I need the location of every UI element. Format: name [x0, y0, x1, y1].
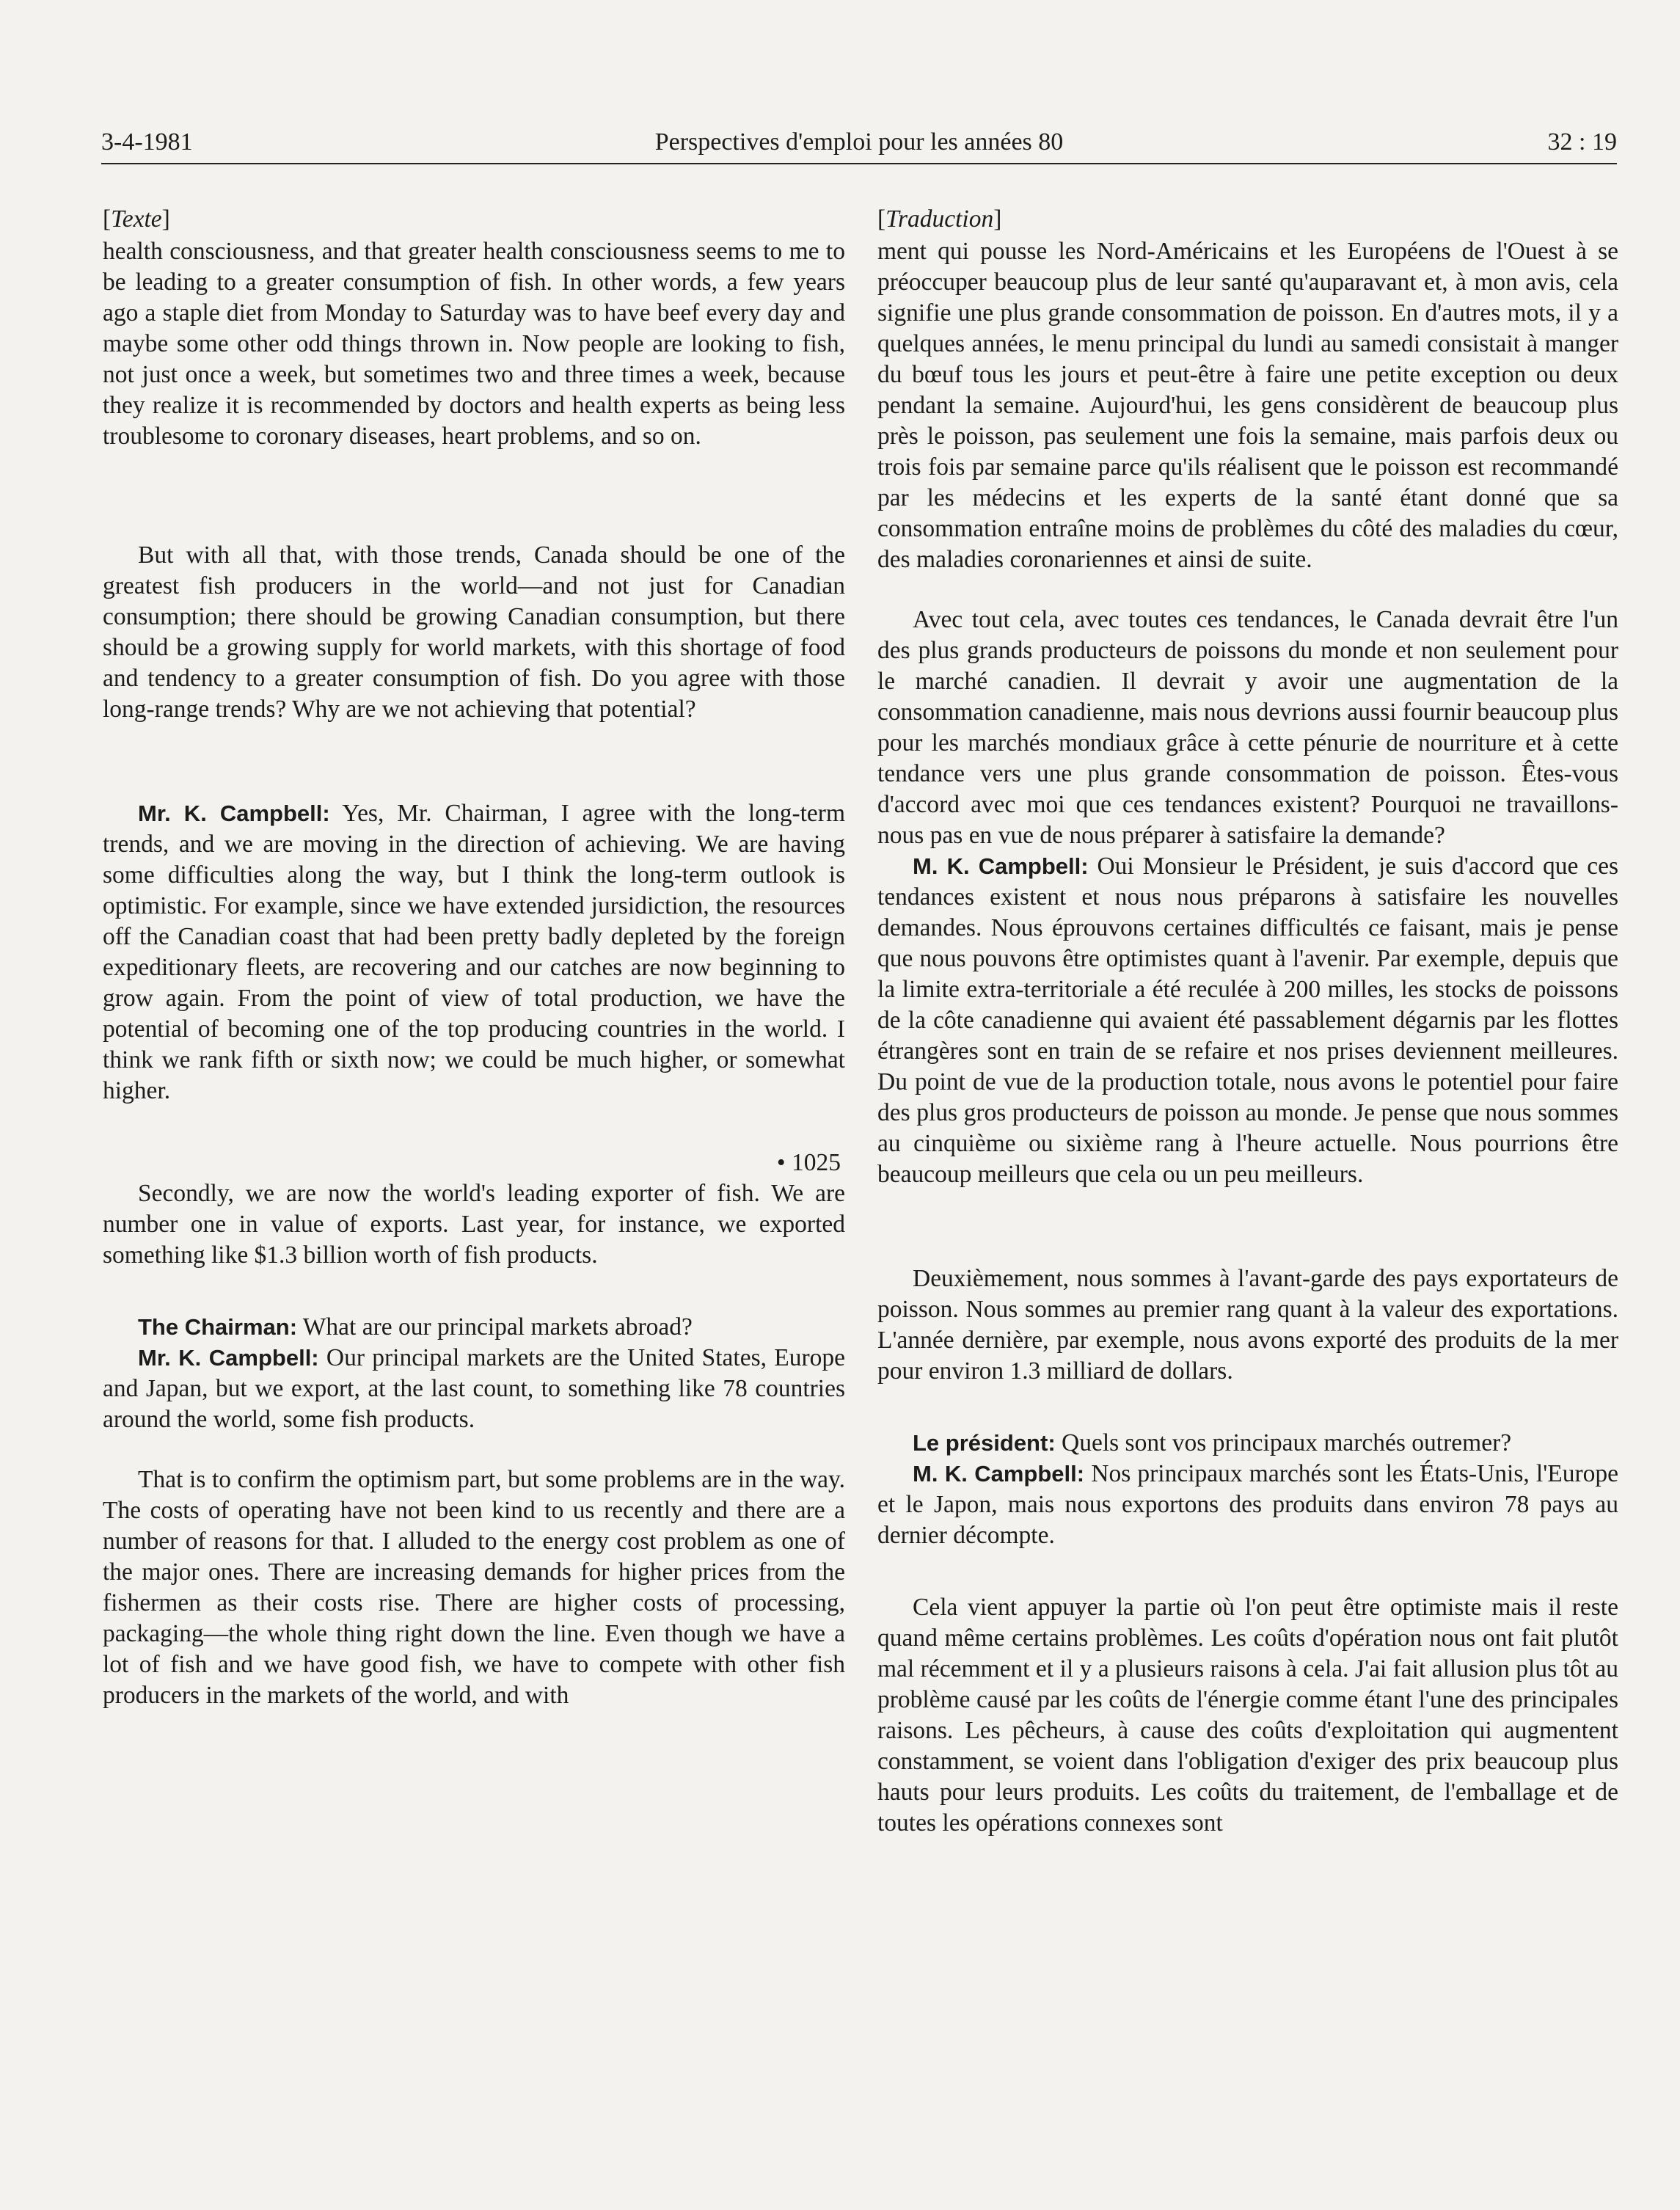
speaker-paragraph: [877, 1459, 1618, 1551]
header-date: 3-4-1981: [101, 128, 193, 156]
paragraph: That is to confirm the optimism part, but some problems are in the way. The costs of operating have not been kind to us recently and there are a number of reasons for that. I alluded to the energy cost problem as one of the major ones. There are increasing demands for higher prices from the fishermen as their costs rise. There are higher costs of processing, packaging—the whole thing right down the line. Even though we have a lot of fish and we have good fish, we have to compete with other fish producers in the markets of the world, and with: [103, 1466, 845, 1709]
speaker-paragraph: [103, 1312, 845, 1343]
speaker-paragraph: [877, 851, 1618, 1190]
speaker-paragraph: [103, 1343, 845, 1435]
speaker-name: M. K. Campbell:: [913, 853, 1089, 879]
column-label: [Traduction]: [877, 205, 1002, 233]
paragraph: ment qui pousse les Nord-Américains et les Européens de l'Ouest à se préoccuper beaucoup plus de leur santé qu'auparavant et, à mon avis, cela signifie une plus grande consommation de poisson. En d'autres mots, il y a quelques années, le menu principal du lundi au samedi consistait à manger du bœuf tous les jours et peut-être à faire une petite exception ou deux pendant la semaine. Aujourd'hui, les gens considèrent de beaucoup plus près le poisson, pas seulement une fois la semaine, mais parfois deux ou trois fois par semaine parce qu'ils réalisent que le poisson est recommandé par les médecins et les experts de la santé étant donné que sa consommation entraîne moins de problèmes du côté des maladies du cœur, des maladies coronariennes et ainsi de suite.: [877, 238, 1618, 573]
time-stamp: • 1025: [776, 1149, 841, 1176]
paragraph: Avec tout cela, avec toutes ces tendances, le Canada devrait être l'un des plus grands producteurs de poissons du monde et non seulement pour le marché canadien. Il devrait y avoir une augmentation de la consommation canadienne, mais nous devrions aussi fournir beaucoup plus pour les marchés mondiaux grâce à cette pénurie de nourriture et à cette tendance vers une plus grande consommation de poisson. Êtes-vous d'accord avec moi que ces tendances existent? Pourquoi ne travaillons-nous pas en vue de nous préparer à satisfaire la demande?: [877, 606, 1618, 849]
speaker-name: Mr. K. Campbell:: [138, 801, 330, 826]
speaker-name: Le président:: [913, 1430, 1056, 1456]
speaker-name: M. K. Campbell:: [913, 1461, 1085, 1487]
speaker-name: Mr. K. Campbell:: [138, 1345, 319, 1371]
speech-text: What are our principal markets abroad?: [297, 1313, 693, 1341]
paragraph: Secondly, we are now the world's leading exporter of fish. We are number one in value of exports. Last year, for instance, we exported something like $1.3 billion worth of fish products.: [103, 1180, 845, 1269]
paragraph: Deuxièmement, nous sommes à l'avant-garde des pays exportateurs de poisson. Nous sommes au premier rang quant à la valeur des exportations. L'année dernière, par exemple, nous avons exporté des produits de la mer pour environ 1.3 milliard de dollars.: [877, 1265, 1618, 1385]
speech-text: Quels sont vos principaux marchés outremer?: [1055, 1429, 1512, 1456]
speaker-name: The Chairman:: [138, 1314, 298, 1340]
paragraph: health consciousness, and that greater health consciousness seems to me to be leading to a greater consumption of fish. In other words, a few years ago a staple diet from Monday to Saturday was to have beef every day and maybe some other odd things thrown in. Now people are looking to fish, not just once a week, but sometimes two and three times a week, because they realize it is recommended by doctors and health experts as being less troublesome to coronary diseases, heart problems, and so on.: [103, 238, 845, 450]
header-rule: [101, 163, 1617, 164]
column-label-text: Traduction: [885, 205, 994, 233]
header-page-number: 32 : 19: [1547, 128, 1617, 156]
speech-text: Yes, Mr. Chairman, I agree with the long-term trends, and we are moving in the direction of achieving. We are having some difficulties along the way, but I think the long-term outlook is optimistic. For example, since we have extended jursidiction, the resources off the Canadian coast that had been pretty badly depleted by the foreign expeditionary fleets, are recovering and our catches are now beginning to grow again. From the point of view of total production, we have the potential of becoming one of the top producing countries in the world. I think we rank fifth or sixth now; we could be much higher, or somewhat higher.: [103, 800, 846, 1104]
paragraph: But with all that, with those trends, Canada should be one of the greatest fish producers in the world—and not just for Canadian consumption; there should be growing Canadian consumption, but there should be a growing supply for world markets, with this shortage of food and tendency to a greater consumption of fish. Do you agree with those long-range trends? Why are we not achieving that potential?: [103, 541, 845, 723]
running-header: [101, 125, 1617, 160]
speech-text: Our principal markets are the United States, Europe and Japan, but we export, at the last count, to something like 78 countries around the world, some fish products.: [103, 1344, 845, 1433]
header-title: Perspectives d'emploi pour les années 80: [654, 128, 1064, 156]
column-label-text: Texte: [111, 205, 162, 233]
speech-text: Oui Monsieur le Président, je suis d'accord que ces tendances existent et nous nous préparons à satisfaire les nouvelles demandes. Nous éprouvons certaines difficultés ce faisant, mais je pense que nous pouvons être optimistes quant à l'avenir. Par exemple, depuis que la limite extra-territoriale a été reculée à 200 milles, les stocks de poissons de la côte canadienne qui avaient été passablement dégarnis par les flottes étrangères sont en train de se refaire et nos prises deviennent meilleures. Du point de vue de la production totale, nous avons le potentiel pour faire des plus gros producteurs de poisson au monde. Je pense que nous sommes au cinquième ou sixième rang à l'heure actuelle. Nous pourrions être beaucoup meilleurs que cela ou un peu meilleurs.: [877, 853, 1618, 1188]
column-label: [Texte]: [103, 205, 170, 233]
french-column: [877, 204, 1618, 1839]
speaker-paragraph: [877, 1428, 1618, 1459]
english-column: [103, 204, 845, 1711]
speaker-paragraph: [103, 798, 845, 1106]
paragraph: Cela vient appuyer la partie où l'on peut être optimiste mais il reste quand même certains problèmes. Les coûts d'opération nous ont fait plutôt mal récemment et il y a plusieurs raisons à cela. J'ai fait allusion plus tôt au problème causé par les coûts de l'énergie comme étant l'une des principales raisons. Les pêcheurs, à cause des coûts d'exploitation qui augmentent constamment, se voient dans l'obligation d'exiger des prix beaucoup plus hauts pour leurs produits. Les coûts du traitement, de l'emballage et de toutes les opérations connexes sont: [877, 1594, 1618, 1837]
speech-text: Nos principaux marchés sont les États-Unis, l'Europe et le Japon, mais nous exportons des produits dans environ 78 pays au dernier décompte.: [877, 1460, 1618, 1549]
